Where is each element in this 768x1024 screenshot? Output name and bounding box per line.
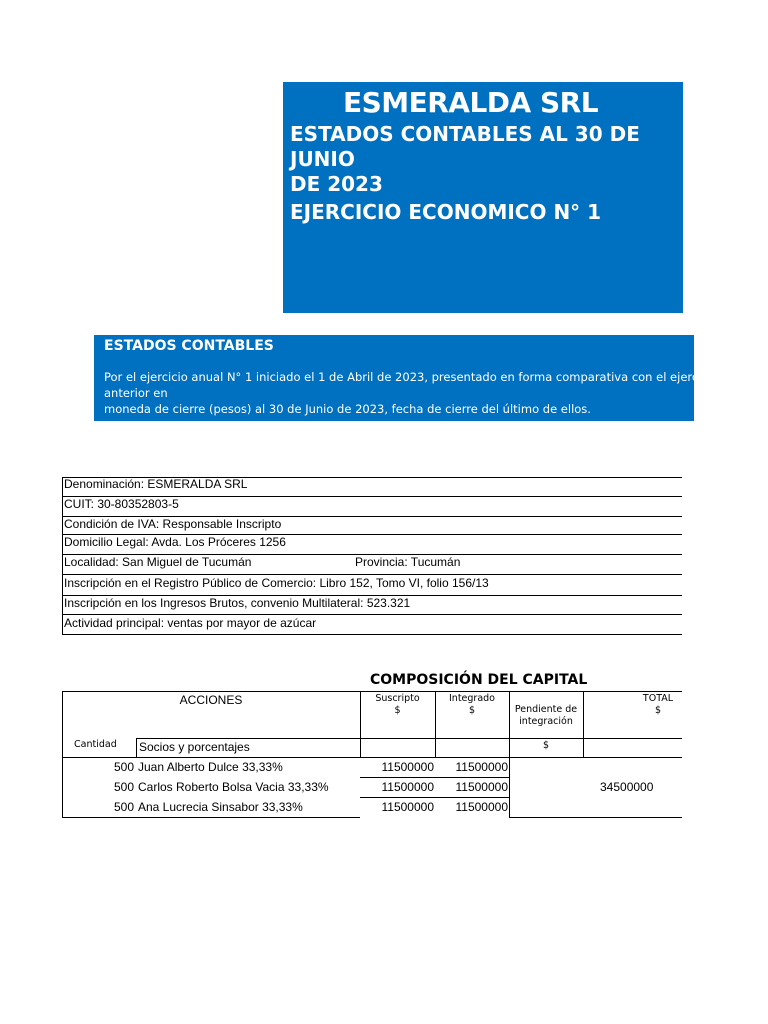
row-divider	[62, 817, 360, 818]
row-socio: Juan Alberto Dulce 33,33%	[138, 760, 283, 774]
header-pendiente-label: Pendiente de integración	[514, 704, 578, 727]
header-integrado	[435, 693, 509, 717]
header-currency: $	[394, 705, 401, 716]
row-integrado: 11500000	[455, 780, 508, 794]
info-denominacion: Denominación: ESMERALDA SRL	[64, 477, 248, 491]
company-title: ESMERALDA SRL	[342, 86, 599, 119]
header-acciones: ACCIONES	[179, 693, 243, 707]
divider	[62, 614, 682, 615]
col-divider	[136, 738, 137, 758]
row-cantidad: 500	[113, 760, 134, 774]
capital-title: COMPOSICIÓN DEL CAPITAL	[370, 672, 588, 688]
header-suscripto	[360, 693, 435, 717]
title-banner	[283, 82, 683, 313]
info-provincia: Provincia: Tucumán	[355, 555, 461, 569]
header-socios: Socios y porcentajes	[139, 740, 250, 754]
info-actividad: Actividad principal: ventas por mayor de azúcar	[64, 616, 317, 630]
header-currency: $	[542, 740, 550, 751]
header-bottom-border	[62, 757, 682, 758]
header-suscripto-label: Suscripto	[375, 693, 420, 704]
header-currency: $	[468, 705, 476, 716]
info-registro: Inscripción en el Registro Público de Comercio: Libro 152, Tomo VI, folio 156/13	[64, 576, 489, 590]
header-pendiente	[509, 692, 583, 764]
row-socio: Ana Lucrecia Sinsabor 33,33%	[138, 800, 303, 814]
row-suscripto: 11500000	[381, 760, 434, 774]
row-divider	[509, 817, 682, 818]
info-iva: Condición de IVA: Responsable Inscripto	[64, 517, 282, 531]
row-divider	[360, 797, 509, 798]
header-currency: $	[654, 705, 662, 716]
estados-title: ESTADOS CONTABLES	[104, 338, 274, 354]
row-integrado: 11500000	[455, 760, 508, 774]
row-cantidad: 500	[113, 780, 134, 794]
capital-top-border	[62, 691, 682, 692]
info-domicilio: Domicilio Legal: Avda. Los Próceres 1256	[64, 535, 286, 549]
row-integrado: 11500000	[455, 800, 508, 814]
capital-left-border	[62, 691, 63, 818]
row-suscripto: 11500000	[381, 780, 434, 794]
header-cantidad: Cantidad	[74, 739, 117, 750]
info-localidad: Localidad: San Miguel de Tucumán	[64, 555, 252, 569]
header-divider	[136, 738, 682, 739]
row-socio: Carlos Roberto Bolsa Vacia 33,33%	[138, 780, 329, 794]
header-total	[583, 693, 733, 717]
info-iibb: Inscripción en los Ingresos Brutos, convenio Multilateral: 523.321	[64, 596, 411, 610]
row-suscripto: 11500000	[381, 800, 434, 814]
capital-total-value: 34500000	[600, 780, 654, 794]
row-divider	[360, 777, 509, 778]
info-cuit: CUIT: 30-80352803-5	[64, 497, 179, 511]
header-total-label: TOTAL	[642, 693, 674, 704]
statements-date-title: ESTADOS CONTABLES AL 30 DE JUNIO DE 2023	[290, 122, 640, 196]
row-cantidad: 500	[113, 800, 134, 814]
header-integrado-label: Integrado	[449, 693, 495, 704]
exercise-title: EJERCICIO ECONOMICO N° 1	[290, 200, 602, 224]
estados-banner	[94, 335, 718, 421]
estados-description: Por el ejercicio anual N° 1 iniciado el 1 de Abril de 2023, presentado en forma comparativa con el ejercicio anterior en moneda de cierre (pesos) al 30 de Junio de 2023, fecha de cierre del último de ellos.	[104, 370, 718, 416]
